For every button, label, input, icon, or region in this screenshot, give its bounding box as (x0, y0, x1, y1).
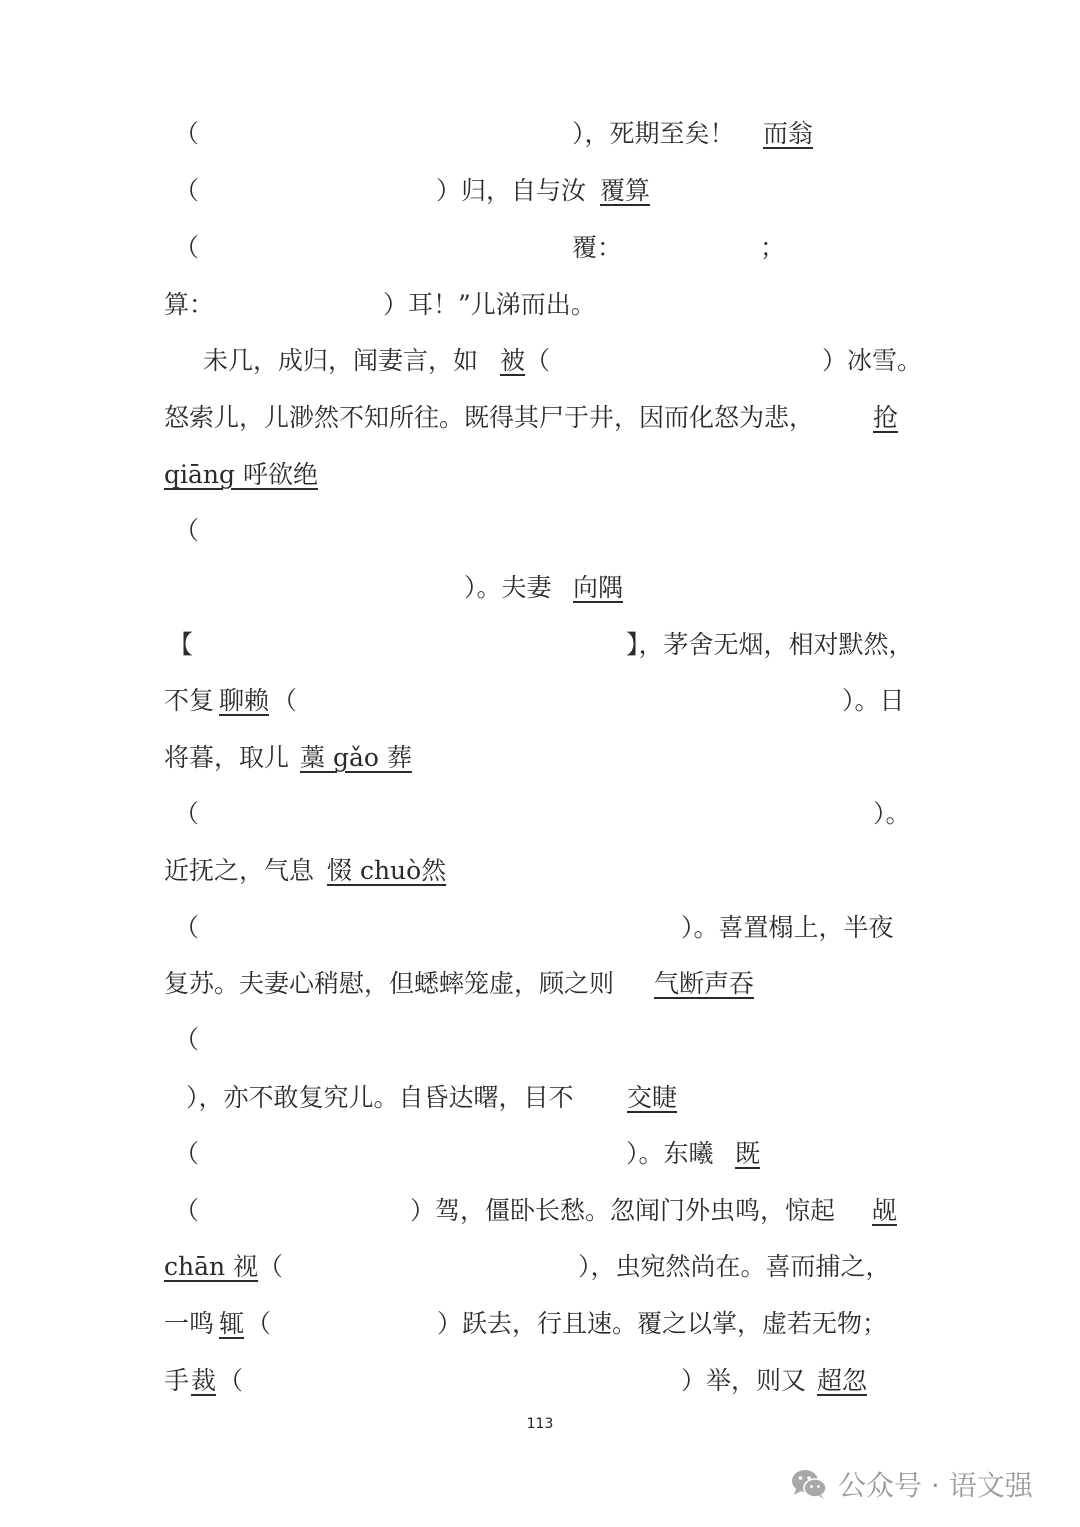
text-segment: （ (174, 233, 200, 262)
annotated-term: 裁 (191, 1366, 217, 1395)
text-segment: ），死期至矣！ (572, 119, 735, 148)
text-segment: 复苏。夫妻心稍慰，但蟋蟀笼虚，顾之则 (164, 969, 615, 998)
text-segment: ）归，自与汝 (436, 176, 587, 205)
text-segment: 手 (164, 1366, 190, 1395)
text-segment: 覆： (572, 233, 623, 262)
wechat-icon (790, 1467, 828, 1501)
text-segment: ），虫宛然尚在。喜而捕之， (578, 1252, 891, 1281)
annotated-term: 超忽 (817, 1366, 868, 1395)
text-segment: 不复 (164, 686, 215, 715)
annotated-term: 觇 (872, 1196, 898, 1225)
annotated-term: 覆算 (600, 176, 651, 205)
annotated-term: 被 (500, 346, 526, 375)
annotated-term: 辄 (219, 1309, 245, 1338)
annotated-term: 聊赖 (219, 686, 270, 715)
annotated-term: 既 (735, 1139, 761, 1168)
annotated-term: 抢 (873, 403, 899, 432)
text-segment: ）。夫妻 (464, 573, 552, 602)
text-segment: ）驾，僵卧长愁。忽闻门外虫鸣，惊起 (410, 1196, 836, 1225)
text-segment: （ (174, 913, 200, 942)
text-segment: ），亦不敢复究儿。自昏达曙，目不 (186, 1083, 574, 1112)
annotated-term: 向隅 (573, 573, 624, 602)
text-segment: ）。 (873, 799, 911, 828)
text-segment: （ (174, 1139, 200, 1168)
text-segment: （ (218, 1366, 244, 1395)
text-segment: 】，茅舍无烟，相对默然， (626, 630, 914, 659)
text-segment: 近抚之，气息 (164, 856, 315, 885)
watermark-text: 公众号 · 语文强 (838, 1469, 1033, 1502)
text-segment: 未几，成归，闻妻言，如 (203, 346, 479, 375)
text-segment: ）。日 (842, 686, 905, 715)
text-segment: （ (272, 686, 298, 715)
annotated-term: 藁 gǎo 葬 (300, 743, 412, 772)
text-segment: 一鸣 (164, 1309, 215, 1338)
text-segment: ）。喜置榻上，半夜 (681, 913, 894, 942)
text-segment: （ (174, 119, 200, 148)
text-segment: （ (174, 799, 200, 828)
page-number: 113 (526, 1416, 554, 1432)
annotated-term: 而翁 (763, 119, 814, 148)
text-segment: （ (174, 1025, 200, 1054)
text-segment: ）跃去，行且速。覆之以掌，虚若无物； (437, 1309, 888, 1338)
text-segment: （ (258, 1252, 284, 1281)
text-segment: ）耳！”儿涕而出。 (383, 290, 596, 319)
text-segment: ； (760, 233, 786, 262)
text-segment: （ (174, 176, 200, 205)
text-segment: （ (174, 1196, 200, 1225)
annotated-term: 交睫 (627, 1083, 678, 1112)
text-segment: （ (246, 1309, 272, 1338)
text-segment: 怒索儿，儿渺然不知所往。既得其尸于井，因而化怒为悲， (164, 403, 815, 432)
text-segment: ）冰雪。 (822, 346, 923, 375)
text-segment: ）。东曦 (626, 1139, 714, 1168)
text-segment: ）举，则又 (681, 1366, 807, 1395)
text-segment: （ (525, 346, 551, 375)
text-segment: 将暮，取儿 (164, 743, 290, 772)
annotated-term: chān 视 (164, 1252, 259, 1281)
text-segment: 算： (164, 290, 215, 319)
annotated-term: qiāng 呼欲绝 (164, 460, 318, 489)
annotated-term: 气断声吞 (654, 969, 755, 998)
text-segment: （ (174, 516, 200, 545)
text-segment: 【 (168, 630, 194, 659)
watermark (790, 1462, 1033, 1506)
annotated-term: 惙 chuò然 (327, 856, 447, 885)
